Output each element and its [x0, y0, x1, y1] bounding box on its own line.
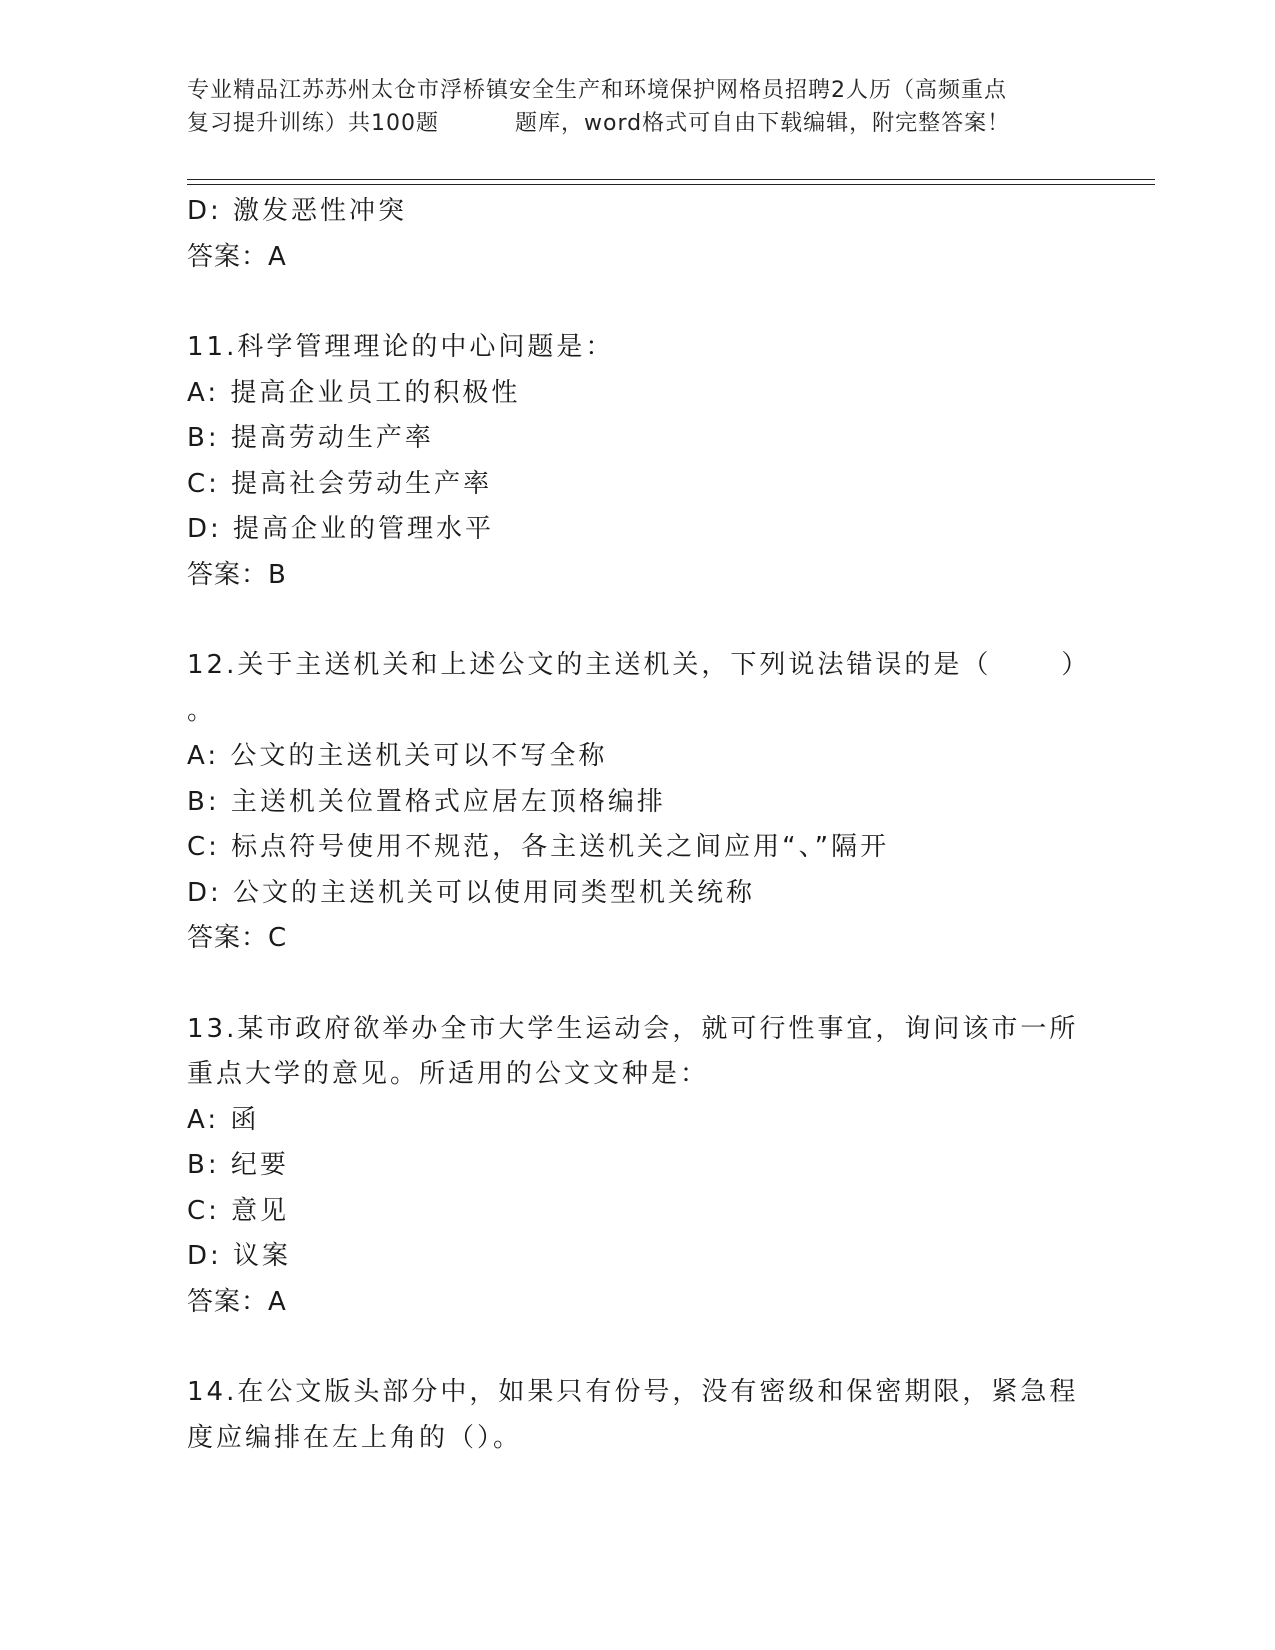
header-rule-bottom [187, 184, 1155, 185]
question-stem: 14.在公文版头部分中，如果只有份号，没有密级和保密期限，紧急程 [187, 1377, 1079, 1407]
question-stem-close-paren: ） [1061, 650, 1091, 680]
header-rule-top [187, 179, 1155, 180]
question-stem [187, 643, 1091, 689]
question-block-14 [187, 1370, 1087, 1461]
question-stem-continuation: 。 [187, 695, 217, 726]
option-a: A: 提高企业员工的积极性 [187, 377, 521, 408]
question-stem-continuation: 度应编排在左上角的（）。 [187, 1422, 523, 1453]
option-d: D: 公文的主送机关可以使用同类型机关统称 [187, 877, 756, 908]
question-block-10-tail [187, 189, 1087, 280]
answer-label: 答案：B [187, 559, 287, 590]
option-d: D: 激发恶性冲突 [187, 196, 408, 226]
question-list [187, 189, 1091, 1506]
question-stem: 11.科学管理理论的中心问题是： [187, 332, 615, 362]
page-header [187, 74, 1087, 140]
option-c: C: 标点符号使用不规范，各主送机关之间应用“、”隔开 [187, 832, 890, 862]
header-title-line-2-part-b: 题库，word格式可自由下载编辑，附完整答案！ [515, 111, 1011, 136]
header-title-line-2-part-a: 复习提升训练）共100题 [187, 111, 439, 136]
answer-label: 答案：C [187, 923, 288, 953]
header-title-line-1: 专业精品江苏苏州太仓市浮桥镇安全生产和环境保护网格员招聘2人历（高频重点 [187, 78, 1007, 103]
option-c: C: 提高社会劳动生产率 [187, 468, 493, 499]
question-block-13 [187, 1007, 1087, 1326]
option-d: D: 议案 [187, 1241, 292, 1271]
question-block-12 [187, 643, 1091, 962]
option-b: B: 纪要 [187, 1150, 289, 1180]
header-title-line-2 [187, 107, 1087, 140]
answer-label: 答案：A [187, 1286, 287, 1317]
question-stem: 13.某市政府欲举办全市大学生运动会，就可行性事宜，询问该市一所 [187, 1013, 1079, 1044]
option-a: A: 公文的主送机关可以不写全称 [187, 741, 608, 771]
option-a: A: 函 [187, 1104, 260, 1135]
question-block-11 [187, 325, 1087, 598]
question-stem-text: 12.关于主送机关和上述公文的主送机关，下列说法错误的是（ [187, 650, 992, 680]
question-stem-continuation: 重点大学的意见。所适用的公文文种是： [187, 1059, 710, 1089]
option-b: B: 提高劳动生产率 [187, 423, 434, 453]
option-c: C: 意见 [187, 1195, 290, 1226]
option-b: B: 主送机关位置格式应居左顶格编排 [187, 786, 666, 817]
answer-label: 答案：A [187, 241, 287, 272]
option-d: D: 提高企业的管理水平 [187, 514, 495, 544]
